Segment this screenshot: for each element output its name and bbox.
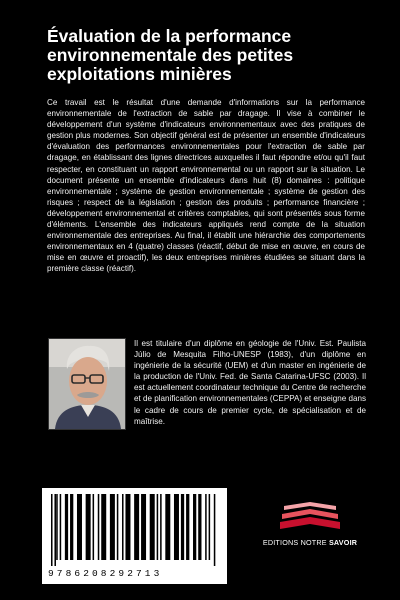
author-portrait-image (49, 339, 125, 429)
barcode-bar (193, 494, 196, 560)
barcode-bar (160, 494, 162, 560)
barcode-bar (110, 494, 115, 560)
barcode-bar (205, 494, 207, 560)
author-photo (48, 338, 126, 430)
barcode-bar (86, 494, 91, 560)
barcode-bar (181, 494, 184, 560)
publisher-block (250, 500, 370, 560)
barcode-bar (141, 494, 146, 560)
barcode-bar (198, 494, 201, 560)
barcode-bar (150, 494, 155, 560)
barcode-bar (101, 494, 106, 560)
barcode-bar (54, 494, 56, 566)
barcode-bar (134, 494, 139, 560)
barcode-bar (56, 494, 58, 560)
isbn-number: 9786208292713 (48, 568, 163, 579)
barcode-bar (157, 494, 159, 560)
author-biography: Il est titulaire d'un diplôme en géologie de l'Univ. Est. Paulista Júlio de Mesquita Filho-UNESP (1983), d'un diplôme en ingénierie de la sécurité (UEM) et d'un master en ingénierie de la production de l'Univ. Fed. de Santa Catarina-UFSC (2003). Il est actuellement coordinateur technique du Centre de recherche et de planification environnementales (CEPPA) et enseigne dans le cadre de cours de premier cycle, de spécialisation et de maîtrise. (134, 339, 367, 426)
barcode-bar (93, 494, 95, 560)
barcode-bar (122, 494, 124, 560)
barcode-bar (77, 494, 82, 560)
barcode-bar (174, 494, 179, 560)
barcode-bar (125, 494, 130, 560)
barcode-bar (165, 494, 170, 560)
barcode-bar (51, 494, 53, 566)
barcode-bar (65, 494, 68, 560)
publisher-name-bold: SAVOIR (328, 538, 358, 547)
book-abstract: Ce travail est le résultat d'une demande d'informations sur la performance environnementale de l'extraction de sable par dragage. Il vise à combiner le développement d'un système d'indicateurs environnementaux avec des pratiques de gestion plus modernes. Son objectif général est de présenter un ensemble d'indicateurs d'évaluation des performances environnementales pour l'extraction de sable par dragage, en établissant des lignes directrices auxquelles il faut répondre et/ou qu'il faut respecter, en constituant un rapport environnemental ou un rapport sur la situation. Le document présente un ensemble d'indicateurs dans huit (8) domaines : politique environnementale ; système de gestion environnementale ; système de gestion des risques ; respect de la législation ; gestion des produits ; performance financière ; développement environnemental et critères comptables, qui sont présentés sous forme d'éléments. L'ensemble des indicateurs appliqués rend compte de la situation environnementale des entreprises. Au final, il établit une hiérarchie des comportements environnementaux en 4 (quatre) classes (réactif, début de mise en œuvre, en cours de mise en œuvre et proactif), les deux entreprises minières étudiées se situant dans la première classe (réactif). (47, 98, 365, 274)
barcode-bar (70, 494, 73, 560)
barcode-bar (214, 494, 216, 566)
barcode-bars (50, 494, 220, 566)
book-title: Évaluation de la performance environnementale des petites exploitations minières (47, 26, 294, 84)
barcode-bar (209, 494, 211, 560)
publisher-book-stack-icon (270, 500, 350, 534)
barcode-bar (98, 494, 100, 560)
publisher-name-prefix: EDITIONS NOTRE (262, 538, 329, 547)
isbn-barcode (42, 488, 227, 584)
publisher-name (250, 538, 370, 547)
barcode-bar (186, 494, 189, 560)
barcode-bar (117, 494, 119, 560)
barcode-bar (60, 494, 62, 560)
